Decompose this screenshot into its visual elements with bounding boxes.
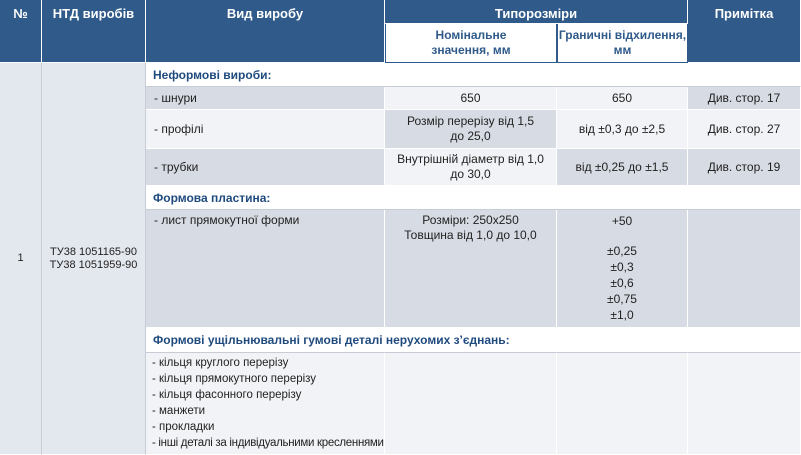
note-cell — [688, 210, 801, 328]
deviation-cell: від ±0,3 до ±2,5 — [557, 110, 688, 149]
header-deviation: Граничні відхилення, мм — [557, 24, 688, 63]
list-item: - манжети — [152, 405, 206, 417]
deviation-cell: 650 — [557, 87, 688, 110]
nominal-line: Товщина від 1,0 до 10,0 — [404, 228, 537, 242]
product-cell: - лист прямокутної форми — [146, 210, 385, 328]
header-sizes: Типорозміри — [385, 0, 688, 24]
deviation-line: ±0,25 — [607, 244, 637, 258]
deviation-line: +50 — [611, 214, 633, 228]
list-item: - кільця круглого перерізу — [152, 357, 289, 369]
section-plate: Формова пластина: — [146, 186, 801, 210]
product-cell: - трубки — [146, 149, 385, 186]
nominal-line: Розміри: 250х250 — [422, 213, 519, 227]
header-note: Примітка — [688, 0, 801, 63]
deviation-line: ±0,75 — [607, 292, 637, 306]
product-cell: - шнури — [146, 87, 385, 110]
note-cell — [688, 353, 801, 455]
nominal-cell — [385, 353, 557, 455]
note-cell: Див. стор. 19 — [688, 149, 801, 186]
header-ntd: НТД виробів — [42, 0, 146, 63]
deviation-cell — [557, 210, 688, 328]
deviation-line: ±1,0 — [610, 308, 634, 322]
nominal-cell: Розмір перерізу від 1,5 до 25,0 — [385, 110, 557, 149]
note-cell: Див. стор. 27 — [688, 110, 801, 149]
deviation-cell — [557, 353, 688, 455]
deviation-line: ±0,6 — [610, 276, 634, 290]
list-item: - прокладки — [152, 421, 215, 433]
note-cell: Див. стор. 17 — [688, 87, 801, 110]
section-seals: Формові ущільнювальні гумові деталі нерухомих з’єднань: — [146, 328, 801, 353]
seal-list — [146, 353, 385, 455]
ntd-cell — [42, 63, 146, 455]
header-nominal: Номінальне значення, мм — [385, 24, 557, 63]
deviation-cell: від ±0,25 до ±1,5 — [557, 149, 688, 186]
list-item: - кільця прямокутного перерізу — [152, 373, 317, 385]
ntd-line: ТУ38 1051959-90 — [49, 258, 138, 271]
list-item: - інші деталі за індивідуальними кресленнями — [152, 437, 384, 449]
header-num: № — [0, 0, 42, 63]
nominal-cell: Внутрішній діаметр від 1,0 до 30,0 — [385, 149, 557, 186]
section-nonformed: Неформові вироби: — [146, 63, 801, 87]
list-item: - кільця фасонного перерізу — [152, 389, 302, 401]
row-number: 1 — [0, 63, 42, 455]
deviation-line: ±0,3 — [610, 260, 634, 274]
ntd-line: ТУ38 1051165-90 — [50, 245, 137, 258]
header-product: Вид виробу — [146, 0, 385, 63]
product-cell: - профілі — [146, 110, 385, 149]
nominal-cell: 650 — [385, 87, 557, 110]
nominal-cell — [385, 210, 557, 328]
